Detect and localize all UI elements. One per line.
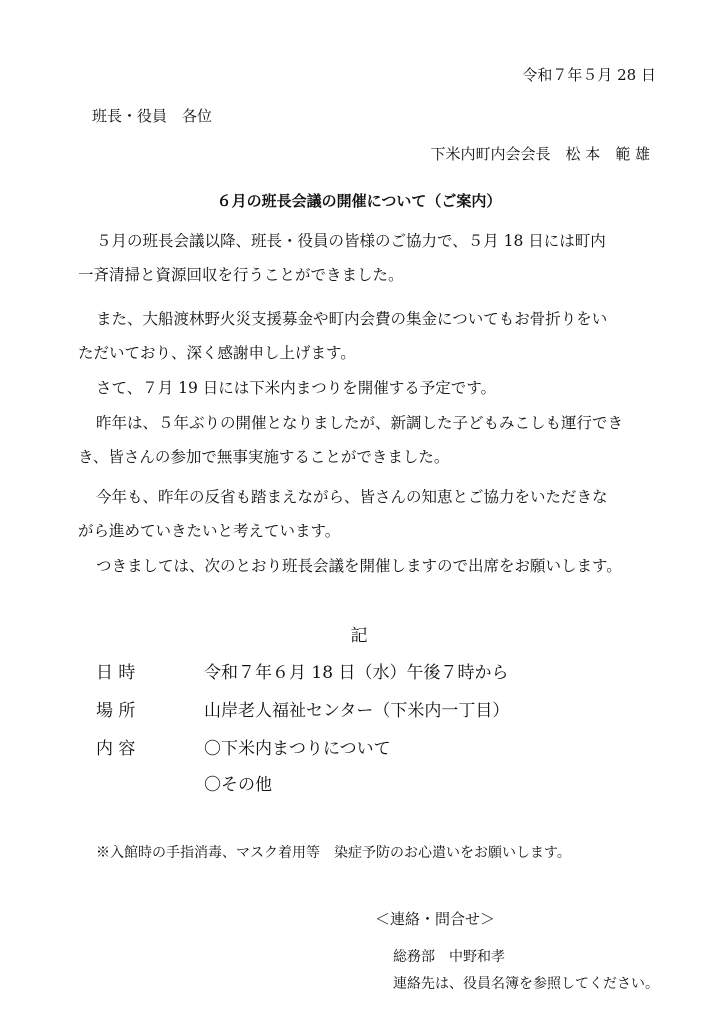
detail-label (96, 658, 204, 683)
body-paragraph-line: また、大船渡林野火災支援募金や町内会費の集金についてもお骨折りをい (96, 310, 608, 328)
sender: 下米内町内会会長 松 本 範 雄 (430, 145, 650, 163)
detail-row-content (96, 734, 391, 764)
recipients: 班長・役員 各位 (92, 107, 213, 125)
body-paragraph-line: ただいており、深く感謝申し上げます。 (78, 344, 356, 362)
body-paragraph-line: ５月の班長会議以降、班長・役員の皆様のご協力で、５月 18 日には町内 (96, 232, 606, 250)
note: ※入館時の手指消毒、マスク着用等 染症予防のお心遣いをお願いします。 (96, 845, 571, 861)
detail-row-content-extra (204, 770, 272, 800)
detail-label-char: 容 (118, 739, 136, 759)
detail-label (96, 734, 204, 759)
contact-person: 総務部 中野和孝 (393, 949, 505, 965)
detail-value: 〇下米内まつりについて (204, 739, 391, 759)
detail-label (96, 696, 204, 721)
detail-label-char: 内 (96, 739, 113, 759)
body-paragraph-line: つきましては、次のとおり班長会議を開催しますので出席をお願いします。 (96, 557, 622, 575)
body-paragraph-line: 今年も、昨年の反省も踏まえながら、皆さんの知恵とご協力をいただきな (96, 488, 608, 506)
detail-label-char: 時 (118, 663, 136, 683)
body-paragraph-line: 昨年は、５年ぶりの開催となりましたが、新調した子どもみこしも運行でき (96, 414, 624, 432)
detail-label-char: 場 (96, 701, 113, 721)
body-paragraph-line: がら進めていきたいと考えています。 (78, 522, 341, 540)
contact-reference: 連絡先は、役員名簿を参照してください。 (393, 976, 659, 992)
detail-row-datetime (96, 658, 508, 688)
body-paragraph-line: き、皆さんの参加で無事実施することができました。 (78, 448, 450, 466)
detail-row-place (96, 696, 509, 726)
contact-title: ＜連絡・問合せ＞ (375, 910, 496, 928)
document-title: ６月の班長会議の開催について（ご案内） (216, 192, 502, 210)
detail-label-char: 所 (118, 701, 136, 721)
ki-heading: 記 (350, 626, 368, 646)
detail-label-char: 日 (96, 663, 113, 683)
body-paragraph-line: 一斉清掃と資源回収を行うことができました。 (78, 266, 404, 284)
detail-value: 山岸老人福祉センター（下米内一丁目） (204, 701, 510, 721)
body-paragraph-line: さて、７月 19 日には下米内まつりを開催する予定です。 (96, 379, 497, 397)
detail-value: 〇その他 (204, 775, 272, 795)
detail-value: 令和７年６月 18 日（水）午後７時から (204, 663, 509, 683)
document-date: 令和７年５月 28 日 (522, 66, 656, 84)
